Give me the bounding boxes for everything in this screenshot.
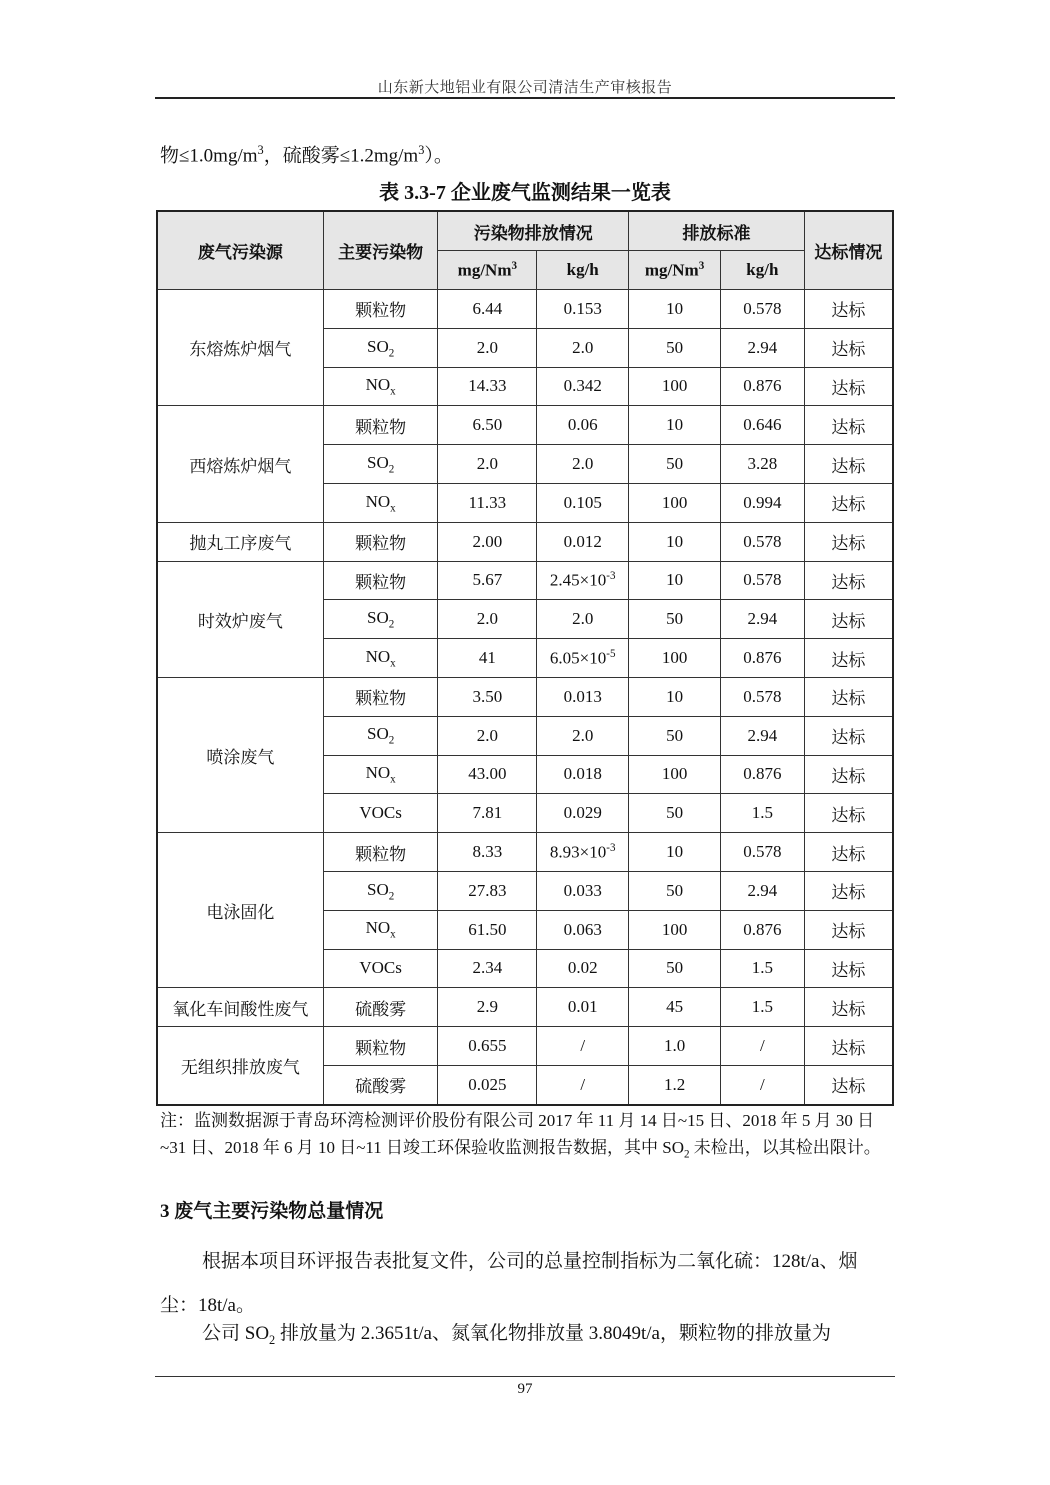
- cell-pollutant: $SO_2$: [323, 716, 438, 755]
- cell-standard-rate: 0.876: [720, 910, 804, 949]
- cell-standard-rate: 2.94: [720, 871, 804, 910]
- cell-standard-rate: 0.876: [720, 755, 804, 794]
- cell-compliance: 达标: [804, 833, 893, 872]
- cell-compliance: 达标: [804, 367, 893, 406]
- cell-pollutant: $NO_x$: [323, 367, 438, 406]
- cell-source: 氧化车间酸性废气: [157, 988, 323, 1027]
- cell-standard-conc: 100: [629, 910, 721, 949]
- header-emission-conc-unit: mg/Nm$^3$: [438, 251, 537, 290]
- cell-standard-conc: 45: [629, 988, 721, 1027]
- cell-standard-rate: /: [720, 1027, 804, 1066]
- cell-pollutant: 颗粒物: [323, 290, 438, 329]
- table-row: [157, 290, 893, 329]
- cell-emission-conc: 2.9: [438, 988, 537, 1027]
- cell-compliance: 达标: [804, 445, 893, 484]
- cell-emission-rate: 0.033: [537, 871, 629, 910]
- cell-standard-conc: 50: [629, 445, 721, 484]
- cell-emission-rate: 0.01: [537, 988, 629, 1027]
- cell-emission-rate: $6.05\times 10^{-5}$: [537, 639, 629, 678]
- cell-pollutant: 颗粒物: [323, 406, 438, 445]
- section-heading: 3 废气主要污染物总量情况: [160, 1201, 384, 1222]
- cell-source: 东熔炼炉烟气: [157, 290, 323, 406]
- cell-emission-rate: 0.153: [537, 290, 629, 329]
- cell-emission-conc: 43.00: [438, 755, 537, 794]
- cell-standard-rate: 0.578: [720, 290, 804, 329]
- cell-standard-rate: 0.578: [720, 522, 804, 561]
- cell-source: 西熔炼炉烟气: [157, 406, 323, 522]
- cell-standard-conc: 50: [629, 716, 721, 755]
- cell-standard-conc: 10: [629, 290, 721, 329]
- cell-pollutant: $SO_2$: [323, 600, 438, 639]
- cell-standard-rate: 1.5: [720, 794, 804, 833]
- cell-pollutant: $NO_x$: [323, 755, 438, 794]
- cell-emission-rate: 2.0: [537, 328, 629, 367]
- cell-emission-rate: 0.105: [537, 483, 629, 522]
- cell-pollutant: 颗粒物: [323, 1027, 438, 1066]
- cell-standard-conc: 10: [629, 561, 721, 600]
- cell-compliance: 达标: [804, 949, 893, 988]
- header-divider: [155, 97, 895, 99]
- cell-source: 抛丸工序废气: [157, 522, 323, 561]
- cell-emission-conc: 8.33: [438, 833, 537, 872]
- cell-compliance: 达标: [804, 1027, 893, 1066]
- cell-standard-conc: 10: [629, 833, 721, 872]
- cell-standard-rate: 3.28: [720, 445, 804, 484]
- body-paragraph-emissions: 公司 $SO_2$ 排放量为 2.3651t/a、氮氧化物排放量 3.8049t/a，颗粒物的排放量为: [202, 1323, 831, 1347]
- cell-emission-rate: 2.0: [537, 445, 629, 484]
- running-header: 山东新大地铝业有限公司清洁生产审核报告: [377, 80, 673, 96]
- cell-emission-conc: 41: [438, 639, 537, 678]
- cell-compliance: 达标: [804, 522, 893, 561]
- table-row: [157, 561, 893, 600]
- cell-standard-rate: 2.94: [720, 716, 804, 755]
- cell-standard-conc: 1.2: [629, 1065, 721, 1104]
- cell-source: 电泳固化: [157, 833, 323, 988]
- cell-standard-conc: 50: [629, 794, 721, 833]
- cell-compliance: 达标: [804, 328, 893, 367]
- cell-standard-rate: 0.578: [720, 833, 804, 872]
- cell-standard-conc: 10: [629, 406, 721, 445]
- table-body: [157, 290, 893, 1105]
- cell-standard-rate: 0.578: [720, 677, 804, 716]
- cell-pollutant: 硫酸雾: [323, 988, 438, 1027]
- cell-standard-rate: 1.5: [720, 988, 804, 1027]
- cell-compliance: 达标: [804, 794, 893, 833]
- cell-standard-conc: 50: [629, 949, 721, 988]
- page-number: 97: [517, 1381, 533, 1397]
- footer-divider: [155, 1376, 895, 1377]
- cell-emission-conc: 2.0: [438, 328, 537, 367]
- table-row: [157, 988, 893, 1027]
- cell-compliance: 达标: [804, 639, 893, 678]
- table-note: 注：监测数据源于青岛环湾检测评价股份有限公司 2017 年 11 月 14 日~15 日、2018 年 5 月 30 日~31 日、2018 年 6 月 10 日~11 日竣工环保验收监测报告数据，其中 $SO_2$ 未检出，以其检出限计。: [160, 1111, 881, 1161]
- intro-text: 物$\le 1.0mg/m^3$，硫酸雾$\le 1.2mg/m^3$）。: [160, 143, 453, 167]
- cell-emission-rate: 0.063: [537, 910, 629, 949]
- cell-pollutant: $NO_x$: [323, 639, 438, 678]
- cell-standard-rate: /: [720, 1065, 804, 1104]
- header-standard-group: 排放标准: [629, 211, 805, 251]
- cell-emission-rate: 0.342: [537, 367, 629, 406]
- cell-emission-rate: /: [537, 1065, 629, 1104]
- cell-pollutant: VOCs: [323, 949, 438, 988]
- cell-standard-rate: 1.5: [720, 949, 804, 988]
- cell-emission-rate: 0.013: [537, 677, 629, 716]
- cell-emission-conc: 0.025: [438, 1065, 537, 1104]
- cell-compliance: 达标: [804, 755, 893, 794]
- header-emission-rate-unit: kg/h: [537, 251, 629, 290]
- cell-compliance: 达标: [804, 871, 893, 910]
- cell-emission-conc: 2.34: [438, 949, 537, 988]
- table-row: [157, 406, 893, 445]
- header-pollutant: 主要污染物: [323, 211, 438, 290]
- cell-standard-conc: 50: [629, 871, 721, 910]
- cell-emission-conc: 0.655: [438, 1027, 537, 1066]
- cell-compliance: 达标: [804, 600, 893, 639]
- cell-emission-conc: 14.33: [438, 367, 537, 406]
- cell-standard-rate: 0.876: [720, 639, 804, 678]
- cell-compliance: 达标: [804, 561, 893, 600]
- header-standard-conc-unit: mg/Nm$^3$: [629, 251, 721, 290]
- cell-compliance: 达标: [804, 910, 893, 949]
- cell-compliance: 达标: [804, 988, 893, 1027]
- table-caption: 表 3.3-7 企业废气监测结果一览表: [379, 182, 671, 204]
- table-row: [157, 677, 893, 716]
- monitoring-results-table: [156, 210, 894, 1106]
- cell-pollutant: 颗粒物: [323, 522, 438, 561]
- cell-pollutant: VOCs: [323, 794, 438, 833]
- cell-emission-conc: 27.83: [438, 871, 537, 910]
- cell-pollutant: 颗粒物: [323, 833, 438, 872]
- cell-emission-rate: 2.0: [537, 600, 629, 639]
- cell-emission-conc: 2.0: [438, 600, 537, 639]
- cell-emission-conc: 2.0: [438, 716, 537, 755]
- cell-emission-rate: 0.012: [537, 522, 629, 561]
- table-row: [157, 1027, 893, 1066]
- cell-pollutant: 硫酸雾: [323, 1065, 438, 1104]
- cell-emission-conc: 11.33: [438, 483, 537, 522]
- cell-standard-rate: 2.94: [720, 328, 804, 367]
- header-standard-rate-unit: kg/h: [720, 251, 804, 290]
- cell-compliance: 达标: [804, 1065, 893, 1104]
- cell-emission-rate: $8.93\times 10^{-3}$: [537, 833, 629, 872]
- cell-standard-rate: 0.646: [720, 406, 804, 445]
- cell-emission-conc: 61.50: [438, 910, 537, 949]
- cell-compliance: 达标: [804, 716, 893, 755]
- body-paragraph-quota: 根据本项目环评报告表批复文件，公司的总量控制指标为二氧化硫：128t/a、烟尘：18t/a。: [160, 1251, 858, 1316]
- table-row: [157, 833, 893, 872]
- cell-standard-conc: 10: [629, 522, 721, 561]
- cell-pollutant: $SO_2$: [323, 328, 438, 367]
- cell-source: 时效炉废气: [157, 561, 323, 677]
- header-compliance: 达标情况: [804, 211, 893, 290]
- cell-emission-conc: 6.50: [438, 406, 537, 445]
- cell-emission-conc: 2.00: [438, 522, 537, 561]
- cell-pollutant: $NO_x$: [323, 910, 438, 949]
- cell-emission-rate: /: [537, 1027, 629, 1066]
- cell-emission-conc: 2.0: [438, 445, 537, 484]
- cell-standard-rate: 0.876: [720, 367, 804, 406]
- cell-compliance: 达标: [804, 677, 893, 716]
- cell-emission-rate: 0.06: [537, 406, 629, 445]
- cell-pollutant: $SO_2$: [323, 871, 438, 910]
- cell-emission-conc: 5.67: [438, 561, 537, 600]
- cell-standard-conc: 50: [629, 600, 721, 639]
- header-source: 废气污染源: [157, 211, 323, 290]
- cell-pollutant: 颗粒物: [323, 677, 438, 716]
- cell-emission-rate: 0.029: [537, 794, 629, 833]
- cell-standard-conc: 1.0: [629, 1027, 721, 1066]
- cell-compliance: 达标: [804, 406, 893, 445]
- cell-source: 喷涂废气: [157, 677, 323, 832]
- cell-pollutant: 颗粒物: [323, 561, 438, 600]
- table-row: [157, 522, 893, 561]
- cell-emission-conc: 6.44: [438, 290, 537, 329]
- cell-pollutant: $SO_2$: [323, 445, 438, 484]
- cell-standard-conc: 100: [629, 755, 721, 794]
- cell-emission-rate: 2.0: [537, 716, 629, 755]
- header-emission-group: 污染物排放情况: [438, 211, 629, 251]
- cell-compliance: 达标: [804, 483, 893, 522]
- cell-standard-conc: 50: [629, 328, 721, 367]
- cell-standard-conc: 100: [629, 639, 721, 678]
- cell-standard-conc: 100: [629, 367, 721, 406]
- cell-pollutant: $NO_x$: [323, 483, 438, 522]
- cell-standard-rate: 0.578: [720, 561, 804, 600]
- cell-emission-conc: 3.50: [438, 677, 537, 716]
- cell-compliance: 达标: [804, 290, 893, 329]
- cell-emission-conc: 7.81: [438, 794, 537, 833]
- cell-standard-conc: 10: [629, 677, 721, 716]
- cell-standard-rate: 2.94: [720, 600, 804, 639]
- cell-standard-rate: 0.994: [720, 483, 804, 522]
- cell-source: 无组织排放废气: [157, 1027, 323, 1105]
- cell-emission-rate: $2.45\times 10^{-3}$: [537, 561, 629, 600]
- cell-emission-rate: 0.02: [537, 949, 629, 988]
- cell-standard-conc: 100: [629, 483, 721, 522]
- cell-emission-rate: 0.018: [537, 755, 629, 794]
